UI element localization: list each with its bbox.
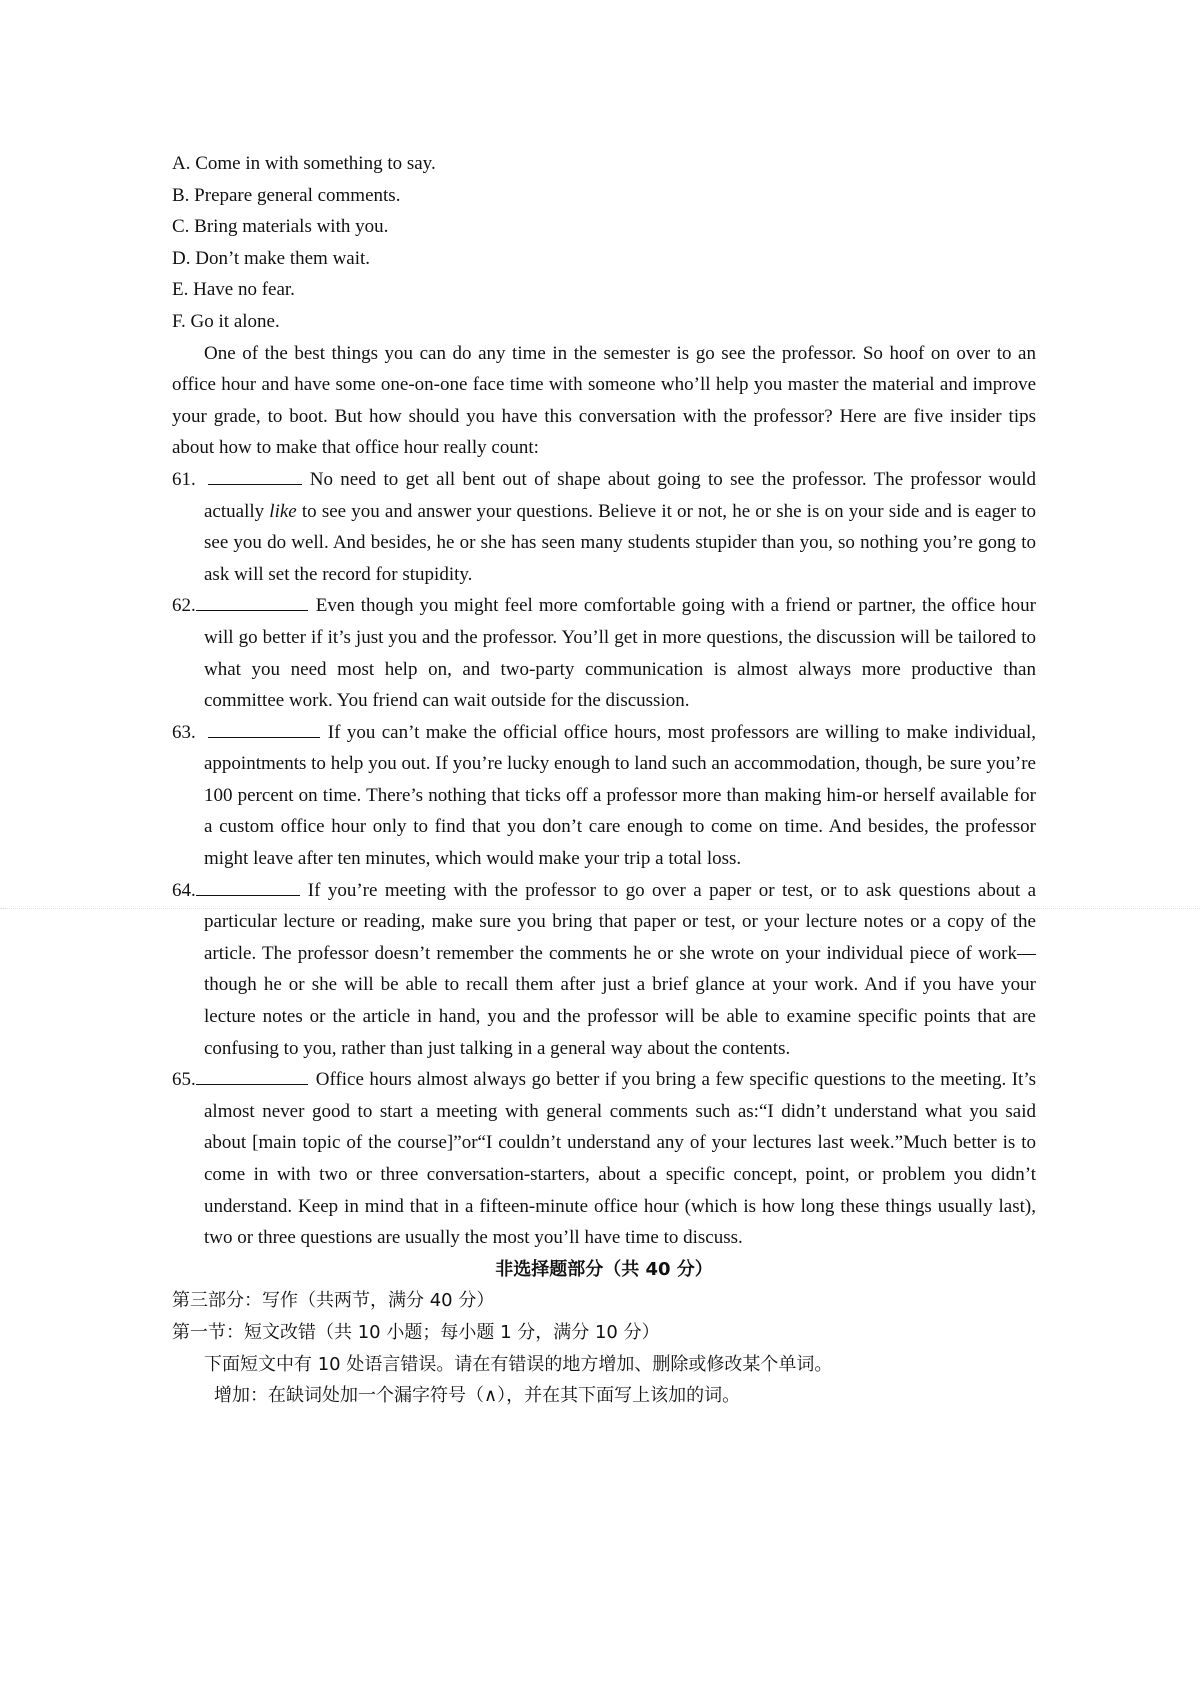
question-62 bbox=[172, 590, 1036, 716]
option-d: D. Don’t make them wait. bbox=[172, 247, 371, 269]
answer-blank bbox=[196, 1066, 308, 1085]
section-title: 非选择题部分（共 40 分） bbox=[495, 1258, 713, 1280]
question-61 bbox=[172, 464, 1036, 590]
answer-blank bbox=[208, 719, 320, 738]
question-text: Office hours almost always go better if you bring a few specific questions to the meeting. It’s almost never good to start a meeting with general comments such as:“I didn’t understand what you said about [main topic of the course]”or“I couldn’t understand any of your lectures last week.”Much better is to come in with two or three conversation-starters, about a specific concept, point, or problem you didn’t understand. Keep in mind that in a fifteen-minute office hour (which is how long these things usually last), two or three questions are usually the most you’ll have time to discuss. bbox=[204, 1069, 1036, 1249]
option-c: C. Bring materials with you. bbox=[172, 216, 389, 238]
question-text: to see you and answer your questions. Believe it or not, he or she is on your side and is eager to see you do well. And besides, he or she has seen many students stupider than you, so nothing you’re gong to ask will set the record for stupidity. bbox=[204, 500, 1036, 585]
answer-blank bbox=[196, 877, 300, 896]
question-text: If you can’t make the official office hours, most professors are willing to make individual, appointments to help you out. If you’re lucky enough to land such an accommodation, though, be sure you’re 100 percent on time. There’s nothing that ticks off a professor more than making him-or herself available for a custom office hour only to find that you don’t care enough to come on time. And besides, the professor might leave after ten minutes, which would make your trip a total loss. bbox=[204, 721, 1036, 870]
question-text: No need to get all bent out of shape about going to see the professor. The professor would actually bbox=[204, 468, 1036, 522]
intro-paragraph: One of the best things you can do any time in the semester is go see the professor. So hoof on over to an office hour and have some one-on-one face time with someone who’ll help you master the material and improve your grade, to boot. But how should you have this conversation with the professor? Here are five insider tips about how to make that office hour really count: bbox=[172, 342, 1036, 459]
section-one-heading: 第一节：短文改错（共 10 小题；每小题 1 分，满分 10 分） bbox=[172, 1321, 660, 1343]
option-b: B. Prepare general comments. bbox=[172, 184, 401, 206]
question-number: 65. bbox=[172, 1069, 196, 1091]
part-three-heading: 第三部分：写作（共两节，满分 40 分） bbox=[172, 1290, 495, 1312]
question-text: Even though you might feel more comfortable going with a friend or partner, the office hour will go better if it’s just you and the professor. You’ll get in more questions, the discussion will be tailored to what you need most help on, and two-party communication is almost always more productive than committee work. You friend can wait outside for the discussion. bbox=[204, 595, 1036, 712]
question-number: 63. bbox=[172, 721, 196, 743]
question-number: 64. bbox=[172, 879, 196, 901]
option-f: F. Go it alone. bbox=[172, 310, 280, 332]
document-body bbox=[172, 148, 1036, 1412]
add-rule-text: 增加：在缺词处加一个漏字符号（∧），并在其下面写上该加的词。 bbox=[214, 1385, 741, 1407]
instruction-text: 下面短文中有 10 处语言错误。请在有错误的地方增加、删除或修改某个单词。 bbox=[204, 1353, 833, 1375]
answer-blank bbox=[208, 466, 302, 485]
answer-blank bbox=[196, 592, 308, 611]
emphasis-text: like bbox=[269, 500, 297, 522]
question-64 bbox=[172, 875, 1036, 1065]
question-number: 61. bbox=[172, 468, 196, 490]
option-e: E. Have no fear. bbox=[172, 279, 295, 301]
question-63 bbox=[172, 717, 1036, 875]
question-65 bbox=[172, 1064, 1036, 1254]
question-number: 62. bbox=[172, 595, 196, 617]
question-text: If you’re meeting with the professor to go over a paper or test, or to ask questions about a particular lecture or reading, make sure you bring that paper or test, or your lecture notes or a copy of the article. The professor doesn’t remember the comments he or she wrote on your individual piece of work—though he or she will be able to recall them after just a brief glance at your work. And if you have your lecture notes or the article in hand, you and the professor will be able to examine specific points that are confusing to you, rather than just talking in a general way about the contents. bbox=[204, 879, 1036, 1059]
option-a: A. Come in with something to say. bbox=[172, 153, 436, 174]
